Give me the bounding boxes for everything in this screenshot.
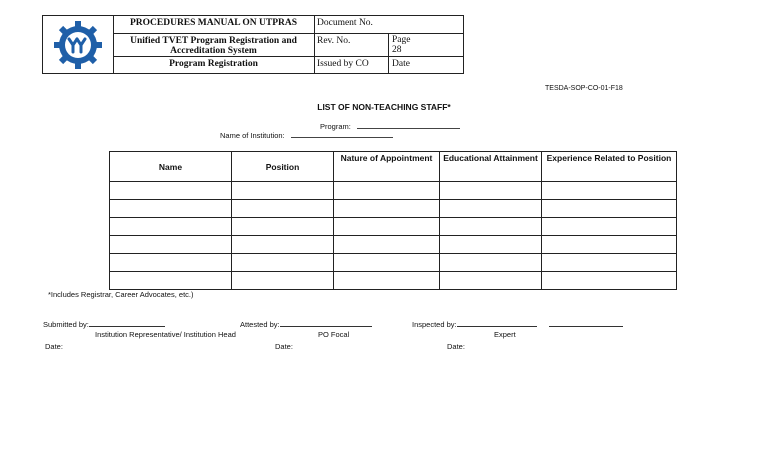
document-header <box>42 15 464 74</box>
table-cell[interactable] <box>440 254 542 272</box>
table-cell[interactable] <box>110 236 232 254</box>
staff-table <box>109 151 677 290</box>
date-label-attested: Date: <box>275 342 293 351</box>
footnote: *Includes Registrar, Career Advocates, etc.) <box>48 290 194 299</box>
table-cell[interactable] <box>110 272 232 290</box>
attested-by-label: Attested by: <box>240 320 280 329</box>
form-code: TESDA-SOP-CO-01-F18 <box>545 85 623 92</box>
page-number: 28 <box>392 45 402 55</box>
inspected-by-signature-line[interactable] <box>457 320 537 327</box>
table-row <box>110 254 677 272</box>
table-cell[interactable] <box>542 236 677 254</box>
table-cell[interactable] <box>232 182 334 200</box>
table-row <box>110 200 677 218</box>
program-field <box>320 122 460 131</box>
table-cell[interactable] <box>542 200 677 218</box>
table-cell[interactable] <box>232 200 334 218</box>
table-cell[interactable] <box>334 218 440 236</box>
program-blank-line[interactable] <box>357 122 460 129</box>
issued-by-label: Issued by CO <box>315 57 389 73</box>
form-title: LIST OF NON-TEACHING STAFF* <box>317 102 451 112</box>
institution-label: Name of Institution: <box>220 131 285 140</box>
manual-title: PROCEDURES MANUAL ON UTPRAS <box>113 16 315 34</box>
date-label: Date <box>392 59 410 69</box>
tesda-gear-logo-icon <box>50 19 106 71</box>
table-cell[interactable] <box>440 200 542 218</box>
date-label-inspected: Date: <box>447 342 465 351</box>
inspected-by-second-signature-line[interactable] <box>549 320 623 327</box>
table-row <box>110 236 677 254</box>
table-cell[interactable] <box>334 236 440 254</box>
program-label: Program: <box>320 122 351 131</box>
date-label-submitted: Date: <box>45 342 63 351</box>
table-cell[interactable] <box>110 182 232 200</box>
table-cell[interactable] <box>232 236 334 254</box>
system-title: Unified TVET Program Registration and Accreditation System <box>113 34 315 57</box>
submitted-by-field <box>43 320 165 329</box>
submitted-by-label: Submitted by: <box>43 320 89 329</box>
table-cell[interactable] <box>440 182 542 200</box>
table-cell[interactable] <box>334 254 440 272</box>
table-cell[interactable] <box>542 272 677 290</box>
column-header-position: Position <box>232 152 334 182</box>
table-row <box>110 272 677 290</box>
table-cell[interactable] <box>110 254 232 272</box>
inspected-by-field <box>412 320 623 329</box>
table-cell[interactable] <box>334 272 440 290</box>
submitted-by-signature-line[interactable] <box>89 320 165 327</box>
logo-cell <box>43 16 114 73</box>
table-cell[interactable] <box>232 218 334 236</box>
table-cell[interactable] <box>232 254 334 272</box>
table-cell[interactable] <box>440 236 542 254</box>
inspected-by-role: Expert <box>494 330 516 339</box>
table-row <box>110 218 677 236</box>
section-title: Program Registration <box>113 57 315 73</box>
column-header-name: Name <box>110 152 232 182</box>
table-cell[interactable] <box>440 218 542 236</box>
page-cell <box>389 34 463 57</box>
table-cell[interactable] <box>440 272 542 290</box>
attested-by-signature-line[interactable] <box>280 320 372 327</box>
table-cell[interactable] <box>542 182 677 200</box>
table-cell[interactable] <box>542 218 677 236</box>
attested-by-field <box>240 320 372 329</box>
column-header-educational-attainment: Educational Attainment <box>440 152 542 182</box>
table-cell[interactable] <box>110 218 232 236</box>
table-cell[interactable] <box>232 272 334 290</box>
table-header-row <box>110 152 677 182</box>
institution-blank-line[interactable] <box>291 131 393 138</box>
submitted-by-role: Institution Representative/ Institution Head <box>95 330 236 339</box>
table-cell[interactable] <box>110 200 232 218</box>
table-row <box>110 182 677 200</box>
page-label: Page <box>392 35 411 45</box>
table-cell[interactable] <box>334 200 440 218</box>
column-header-nature-of-appointment: Nature of Appointment <box>334 152 440 182</box>
column-header-experience: Experience Related to Position <box>542 152 677 182</box>
table-cell[interactable] <box>334 182 440 200</box>
attested-by-role: PO Focal <box>318 330 350 339</box>
rev-no-label: Rev. No. <box>315 34 389 57</box>
table-cell[interactable] <box>542 254 677 272</box>
document-no-label: Document No. <box>315 16 463 34</box>
institution-field <box>220 131 393 140</box>
inspected-by-label: Inspected by: <box>412 320 457 329</box>
